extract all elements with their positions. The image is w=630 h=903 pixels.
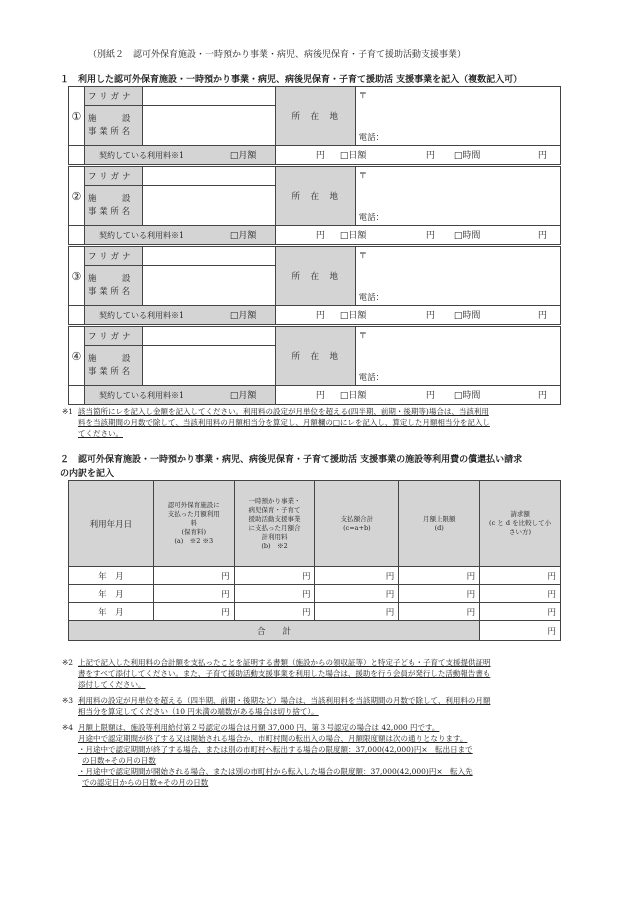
address-label: 所 在 地 bbox=[275, 167, 355, 226]
address-label: 所 在 地 bbox=[275, 87, 355, 146]
hourly-checkbox[interactable]: □時間 bbox=[453, 311, 481, 321]
phone-label: 電話： bbox=[358, 133, 385, 143]
facility-number: ③ bbox=[69, 247, 85, 306]
claim-row bbox=[69, 585, 561, 603]
amount-e[interactable]: 円 bbox=[480, 585, 561, 603]
monthly-checkbox[interactable]: □月額 bbox=[229, 391, 257, 401]
daily-yen: 円 bbox=[425, 231, 435, 241]
note2-line3: 添付してください。 bbox=[78, 680, 146, 689]
fee-options bbox=[229, 146, 560, 165]
monthly-yen: 円 bbox=[315, 391, 325, 401]
amount-e[interactable]: 円 bbox=[480, 603, 561, 621]
hourly-checkbox[interactable]: □時間 bbox=[453, 391, 481, 401]
contract-fee-label: 契約している利用料※1 bbox=[98, 230, 185, 240]
furigana-input[interactable] bbox=[142, 327, 275, 346]
furigana-label: フリガナ bbox=[84, 167, 142, 186]
note3-line2: 相当分を算定してください（10 円未満の端数がある場合は切り捨て）。 bbox=[78, 707, 319, 716]
note3-line1: 利用料の設定が月単位を超える（四半期、前期・後期など）場合は、当該利用料を当該期間の月数で除して、利用料の月額 bbox=[78, 696, 491, 705]
section1-heading: １ 利用した認可外保育施設・一時預かり事業・病児、病後児保育・子育て援助活 支援事業を記入（複数記入可） bbox=[60, 75, 523, 85]
note4 bbox=[62, 722, 562, 787]
note4-line5: ・月途中で認定期間が開始される場合、または別の市町村から転入した場合の限度額：37,000(42,000)円× 転入先 bbox=[78, 767, 473, 776]
monthly-checkbox[interactable]: □月額 bbox=[229, 311, 257, 321]
facility-block bbox=[68, 326, 561, 405]
daily-checkbox[interactable]: □日額 bbox=[339, 151, 367, 161]
facility-name-label: 施 設 事 業 所 名 bbox=[84, 106, 142, 146]
phone-label: 電話： bbox=[358, 293, 385, 303]
claim-row bbox=[69, 603, 561, 621]
amount-d[interactable]: 円 bbox=[399, 603, 480, 621]
monthly-checkbox[interactable]: □月額 bbox=[229, 151, 257, 161]
monthly-checkbox[interactable]: □月額 bbox=[229, 231, 257, 241]
total-row bbox=[69, 621, 561, 641]
col-header-b: 一時預かり事業・ 病児保育・子育て 援助活動支援事業 に支払った月額合 計利用料 (b) ※2 bbox=[234, 481, 315, 567]
amount-d[interactable]: 円 bbox=[399, 567, 480, 585]
year-month-cell[interactable]: 年 月 bbox=[69, 585, 154, 603]
facility-name-label: 施 設 事 業 所 名 bbox=[84, 266, 142, 306]
amount-a[interactable]: 円 bbox=[153, 603, 234, 621]
fee-options bbox=[229, 226, 560, 245]
note4-line3: ・月途中で認定期間が終了する場合、または別の市町村へ転出する場合の限度額：37,000(42,000)円× 転出日まで bbox=[78, 745, 473, 754]
claim-header-row bbox=[69, 481, 561, 567]
claim-row bbox=[69, 567, 561, 585]
facility-block bbox=[68, 246, 561, 325]
phone-label: 電話： bbox=[358, 373, 385, 383]
note4-line4: の日数÷その月の日数 bbox=[82, 756, 156, 765]
amount-a[interactable]: 円 bbox=[153, 567, 234, 585]
daily-yen: 円 bbox=[425, 311, 435, 321]
daily-checkbox[interactable]: □日額 bbox=[339, 231, 367, 241]
hourly-yen: 円 bbox=[537, 151, 547, 161]
note1-line1: 該当箇所にレを記入し金額を記入してください。利用料の設定が月単位を超える(四半期、前期・後期等)場合は、当該利用 bbox=[78, 407, 489, 416]
facility-name-input[interactable] bbox=[142, 106, 275, 146]
furigana-label: フリガナ bbox=[84, 327, 142, 346]
amount-a[interactable]: 円 bbox=[153, 585, 234, 603]
furigana-input[interactable] bbox=[142, 167, 275, 186]
note4-line1: 月額上限額は、施設等利用給付第２号認定の場合は月額 37,000 円、第３号認定の場合は 42,000 円です。 bbox=[78, 723, 440, 732]
address-input[interactable] bbox=[355, 247, 560, 306]
col-header-c: 支払額合計 (c=a+b) bbox=[315, 481, 399, 567]
col-header-date: 利用年月日 bbox=[69, 481, 154, 567]
monthly-yen: 円 bbox=[315, 311, 325, 321]
amount-c[interactable]: 円 bbox=[315, 567, 399, 585]
furigana-label: フリガナ bbox=[84, 87, 142, 106]
note3 bbox=[62, 695, 562, 716]
amount-b[interactable]: 円 bbox=[234, 603, 315, 621]
col-header-a: 認可外保育施設に 支払った月額利用 料 (保育料) (a) ※2 ※3 bbox=[153, 481, 234, 567]
note2 bbox=[62, 657, 562, 689]
facility-name-input[interactable] bbox=[142, 346, 275, 386]
facility-block bbox=[68, 86, 561, 165]
amount-c[interactable]: 円 bbox=[315, 585, 399, 603]
hourly-checkbox[interactable]: □時間 bbox=[453, 231, 481, 241]
year-month-cell[interactable]: 年 月 bbox=[69, 567, 154, 585]
address-label: 所 在 地 bbox=[275, 327, 355, 386]
note1-mark: ※1 bbox=[62, 407, 74, 416]
hourly-yen: 円 bbox=[537, 231, 547, 241]
amount-c[interactable]: 円 bbox=[315, 603, 399, 621]
hourly-yen: 円 bbox=[537, 311, 547, 321]
note4-line2: 月途中で認定期間が終了する又は開始される場合か、市町村間の転出入の場合、月額限度額は次の通りとなります。 bbox=[78, 734, 468, 743]
postal-mark: 〒 bbox=[358, 251, 368, 261]
note1-line3: てください。 bbox=[78, 429, 123, 438]
hourly-checkbox[interactable]: □時間 bbox=[453, 151, 481, 161]
section2-heading-line1: ２ 認可外保育施設・一時預かり事業・病児、病後児保育・子育て援助活 支援事業の施設等利用費の償還払い請求 bbox=[60, 455, 523, 465]
facility-name-input[interactable] bbox=[142, 266, 275, 306]
postal-mark: 〒 bbox=[358, 91, 368, 101]
hourly-yen: 円 bbox=[537, 391, 547, 401]
daily-checkbox[interactable]: □日額 bbox=[339, 391, 367, 401]
furigana-label: フリガナ bbox=[84, 247, 142, 266]
col-header-e: 請求額 (c と d を比較して小 さい方) bbox=[480, 481, 561, 567]
year-month-cell[interactable]: 年 月 bbox=[69, 603, 154, 621]
facility-number: ② bbox=[69, 167, 85, 226]
note4-line6: での認定日からの日数÷その月の日数 bbox=[82, 778, 209, 787]
section2-heading-line2: の内訳を記入 bbox=[60, 469, 115, 479]
daily-yen: 円 bbox=[425, 151, 435, 161]
facility-block bbox=[68, 166, 561, 245]
note3-mark: ※3 bbox=[62, 696, 74, 705]
amount-b[interactable]: 円 bbox=[234, 585, 315, 603]
fee-options bbox=[229, 386, 560, 405]
facility-number: ④ bbox=[69, 327, 85, 386]
phone-label: 電話： bbox=[358, 213, 385, 223]
claim-table bbox=[68, 480, 561, 641]
address-input[interactable] bbox=[355, 167, 560, 226]
address-input[interactable] bbox=[355, 327, 560, 386]
note1-line2: 料を当該期間の月数で除して、当該利用料の月額相当分を算定し、月額欄の□にレを記入し、算定した月額相当分を記入し bbox=[78, 418, 490, 427]
note2-line2: 書をすべて添付してください。また、子育て援助活動支援事業を利用した場合は、援助を行う会員が発行した活動報告書も bbox=[78, 669, 491, 678]
daily-checkbox[interactable]: □日額 bbox=[339, 311, 367, 321]
facility-name-label: 施 設 事 業 所 名 bbox=[84, 346, 142, 386]
note1 bbox=[62, 406, 562, 438]
facility-number: ① bbox=[69, 87, 85, 146]
amount-e[interactable]: 円 bbox=[480, 567, 561, 585]
contract-fee-label: 契約している利用料※1 bbox=[98, 150, 185, 160]
address-input[interactable] bbox=[355, 87, 560, 146]
fee-options bbox=[229, 306, 560, 325]
note2-mark: ※2 bbox=[62, 658, 74, 667]
daily-yen: 円 bbox=[425, 391, 435, 401]
furigana-input[interactable] bbox=[142, 247, 275, 266]
total-label: 合 計 bbox=[69, 621, 480, 641]
contract-fee-label: 契約している利用料※1 bbox=[98, 310, 185, 320]
form-title: （別紙２ 認可外保育施設・一時預かり事業・病児、病後児保育・子育て援助活動支援事業） bbox=[88, 50, 467, 60]
address-label: 所 在 地 bbox=[275, 247, 355, 306]
total-amount[interactable]: 円 bbox=[480, 621, 561, 641]
col-header-d: 月額上限額 (d) bbox=[399, 481, 480, 567]
facility-name-label: 施 設 事 業 所 名 bbox=[84, 186, 142, 226]
amount-b[interactable]: 円 bbox=[234, 567, 315, 585]
facility-name-input[interactable] bbox=[142, 186, 275, 226]
monthly-yen: 円 bbox=[315, 151, 325, 161]
contract-fee-label: 契約している利用料※1 bbox=[98, 390, 185, 400]
amount-d[interactable]: 円 bbox=[399, 585, 480, 603]
note2-line1: 上記で記入した利用料の合計額を支払ったことを証明する書類（施設からの領収証等）と特定子ども・子育て支援提供証明 bbox=[78, 658, 491, 667]
monthly-yen: 円 bbox=[315, 231, 325, 241]
note4-mark: ※4 bbox=[62, 723, 74, 732]
postal-mark: 〒 bbox=[358, 331, 368, 341]
postal-mark: 〒 bbox=[358, 171, 368, 181]
furigana-input[interactable] bbox=[142, 87, 275, 106]
